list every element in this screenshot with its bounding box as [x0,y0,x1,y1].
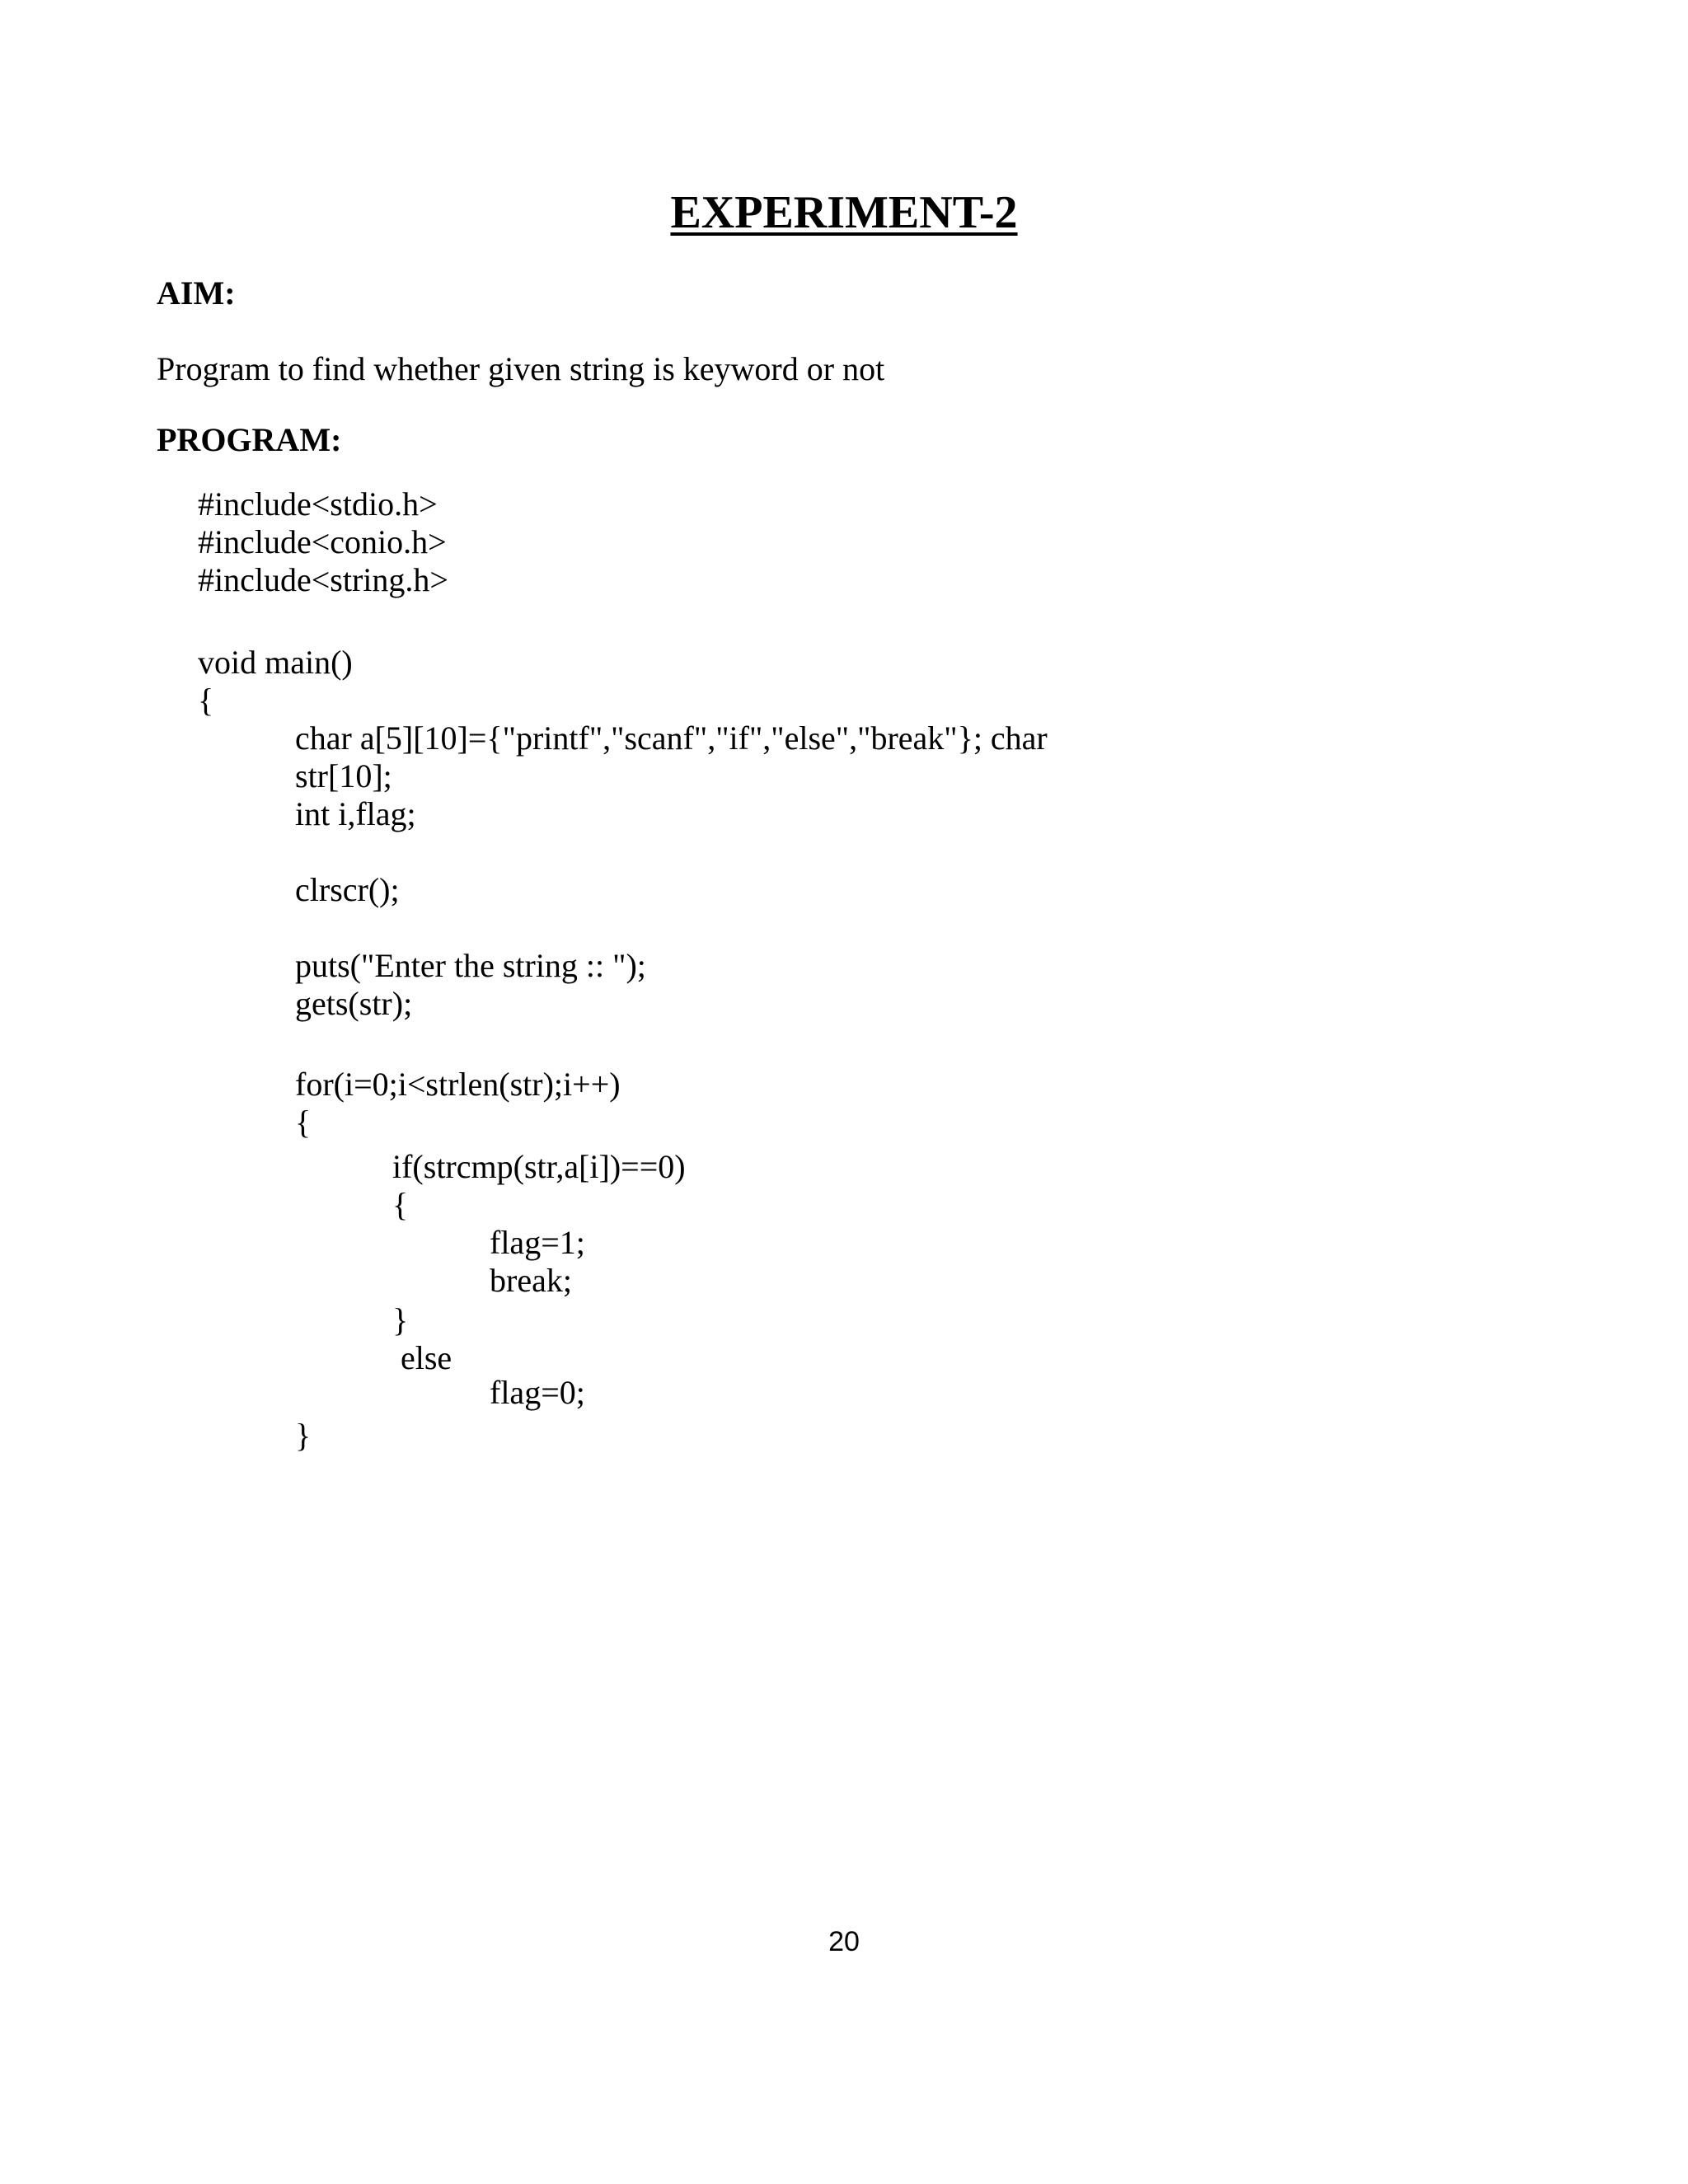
program-heading: PROGRAM: [157,421,342,458]
code-line: else [401,1339,452,1376]
code-line: #include<stdio.h> [198,485,438,523]
code-line: { [295,1104,312,1141]
page-number: 20 [828,1926,860,1957]
code-line: if(strcmp(str,a[i])==0) [392,1148,686,1185]
experiment-title [0,185,1688,241]
aim-heading: AIM: [157,274,236,312]
code-line: } [295,1417,312,1454]
code-line: flag=0; [490,1374,585,1411]
code-line: flag=1; [490,1224,585,1261]
code-line: } [392,1301,409,1338]
code-line: gets(str); [295,985,413,1022]
code-line: #include<string.h> [198,561,448,598]
experiment-title-text: EXPERIMENT-2 [670,187,1018,238]
code-line: #include<conio.h> [198,523,447,560]
code-line: clrscr(); [295,871,400,908]
code-line: for(i=0;i<strlen(str);i++) [295,1066,621,1103]
code-line: break; [490,1262,572,1299]
code-line: { [198,682,214,719]
code-line: puts("Enter the string :: "); [295,947,646,984]
code-line: void main() [198,644,353,681]
code-line: char a[5][10]={"printf","scanf","if","else","break"}; char [295,719,1048,757]
code-line: { [392,1186,409,1223]
aim-text: Program to find whether given string is keyword or not [157,350,885,387]
code-line: int i,flag; [295,795,416,832]
code-line: str[10]; [295,757,392,794]
